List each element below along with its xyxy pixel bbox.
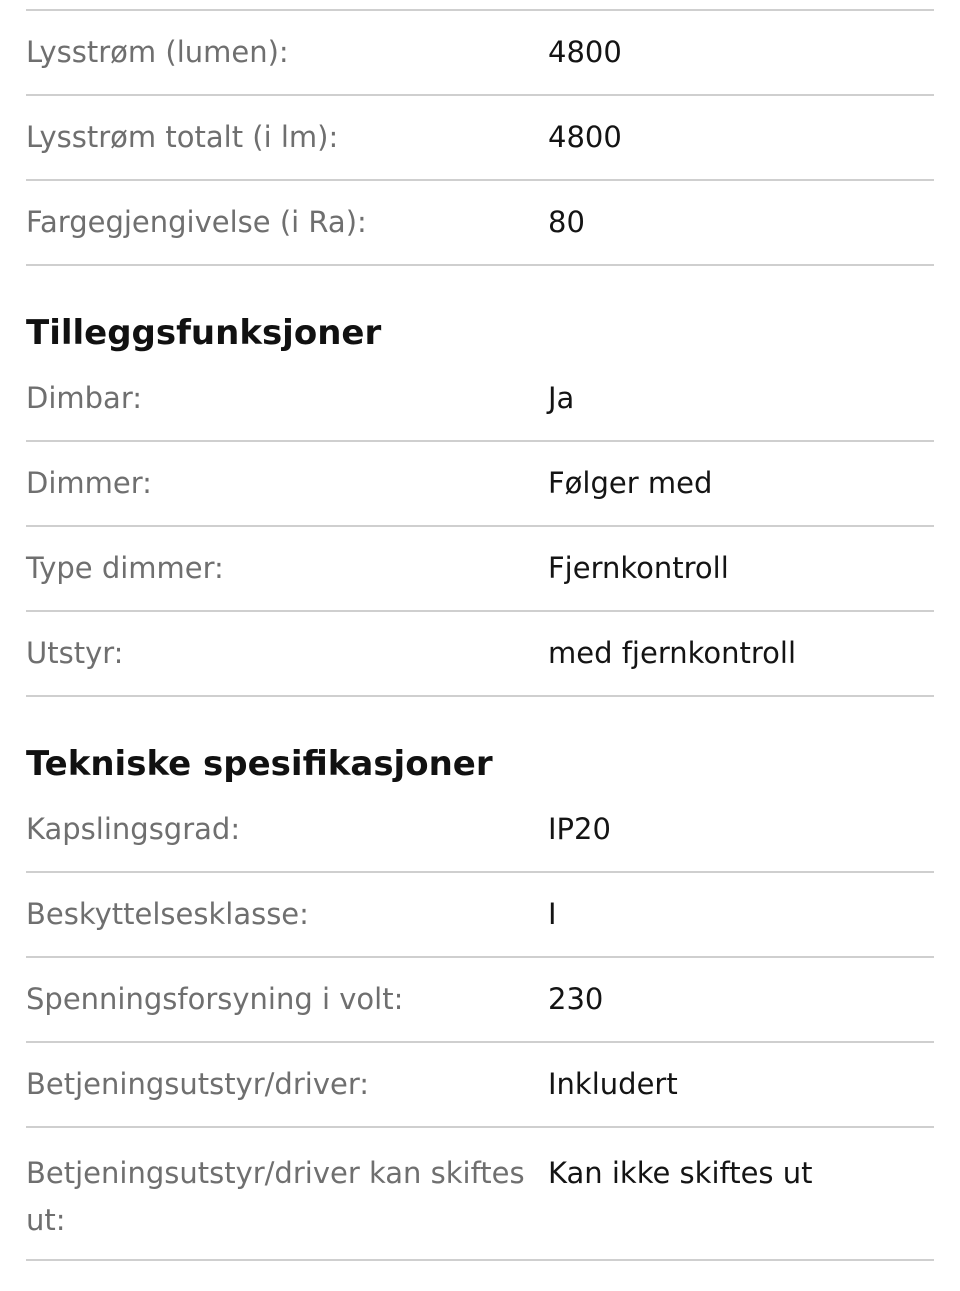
- section-title-technical-specifications: Tekniske spesifikasjoner: [26, 744, 493, 784]
- spec-row-voltage: [26, 958, 934, 1043]
- spec-label: Utstyr:: [26, 636, 124, 670]
- spec-value: 230: [548, 982, 604, 1016]
- section-title-additional-functions: Tilleggsfunksjoner: [26, 313, 382, 353]
- spec-row-dimmable: [26, 357, 934, 442]
- spec-label: Betjeningsutstyr/driver:: [26, 1067, 370, 1101]
- spec-row-color-rendering: [26, 181, 934, 266]
- spec-value: IP20: [548, 812, 611, 846]
- spec-row-driver: [26, 1043, 934, 1128]
- spec-value: med fjernkontroll: [548, 636, 797, 670]
- spec-value: 80: [548, 205, 585, 239]
- spec-label: Lysstrøm (lumen):: [26, 35, 289, 69]
- spec-value: 4800: [548, 35, 622, 69]
- spec-label: Betjeningsutstyr/driver kan skiftes ut:: [26, 1156, 525, 1237]
- spec-row-protection-class: [26, 873, 934, 958]
- spec-label: Spenningsforsyning i volt:: [26, 982, 404, 1016]
- spec-value: 4800: [548, 120, 622, 154]
- spec-row-dimmer-type: [26, 527, 934, 612]
- spec-label: Dimmer:: [26, 466, 152, 500]
- spec-row-driver-replaceable: [26, 1128, 934, 1261]
- spec-row-luminous-flux-total: [26, 96, 934, 181]
- spec-row-dimmer: [26, 442, 934, 527]
- specifications-table: [26, 0, 934, 1261]
- spec-value: Fjernkontroll: [548, 551, 729, 585]
- spec-label: Fargegjengivelse (i Ra):: [26, 205, 367, 239]
- spec-value: Ja: [548, 381, 575, 415]
- spec-label: Beskyttelsesklasse:: [26, 897, 309, 931]
- spec-label: Kapslingsgrad:: [26, 812, 241, 846]
- spec-value: Kan ikke skiftes ut: [548, 1156, 813, 1190]
- spec-row-ip-rating: [26, 788, 934, 873]
- spec-value: I: [548, 897, 557, 931]
- spec-label: Lysstrøm totalt (i lm):: [26, 120, 339, 154]
- spec-value: Inkludert: [548, 1067, 678, 1101]
- spec-label: Type dimmer:: [26, 551, 224, 585]
- spec-row-luminous-flux: [26, 11, 934, 96]
- spec-value: Følger med: [548, 466, 713, 500]
- spec-label: Dimbar:: [26, 381, 142, 415]
- spec-row-equipment: [26, 612, 934, 697]
- divider: [26, 0, 934, 11]
